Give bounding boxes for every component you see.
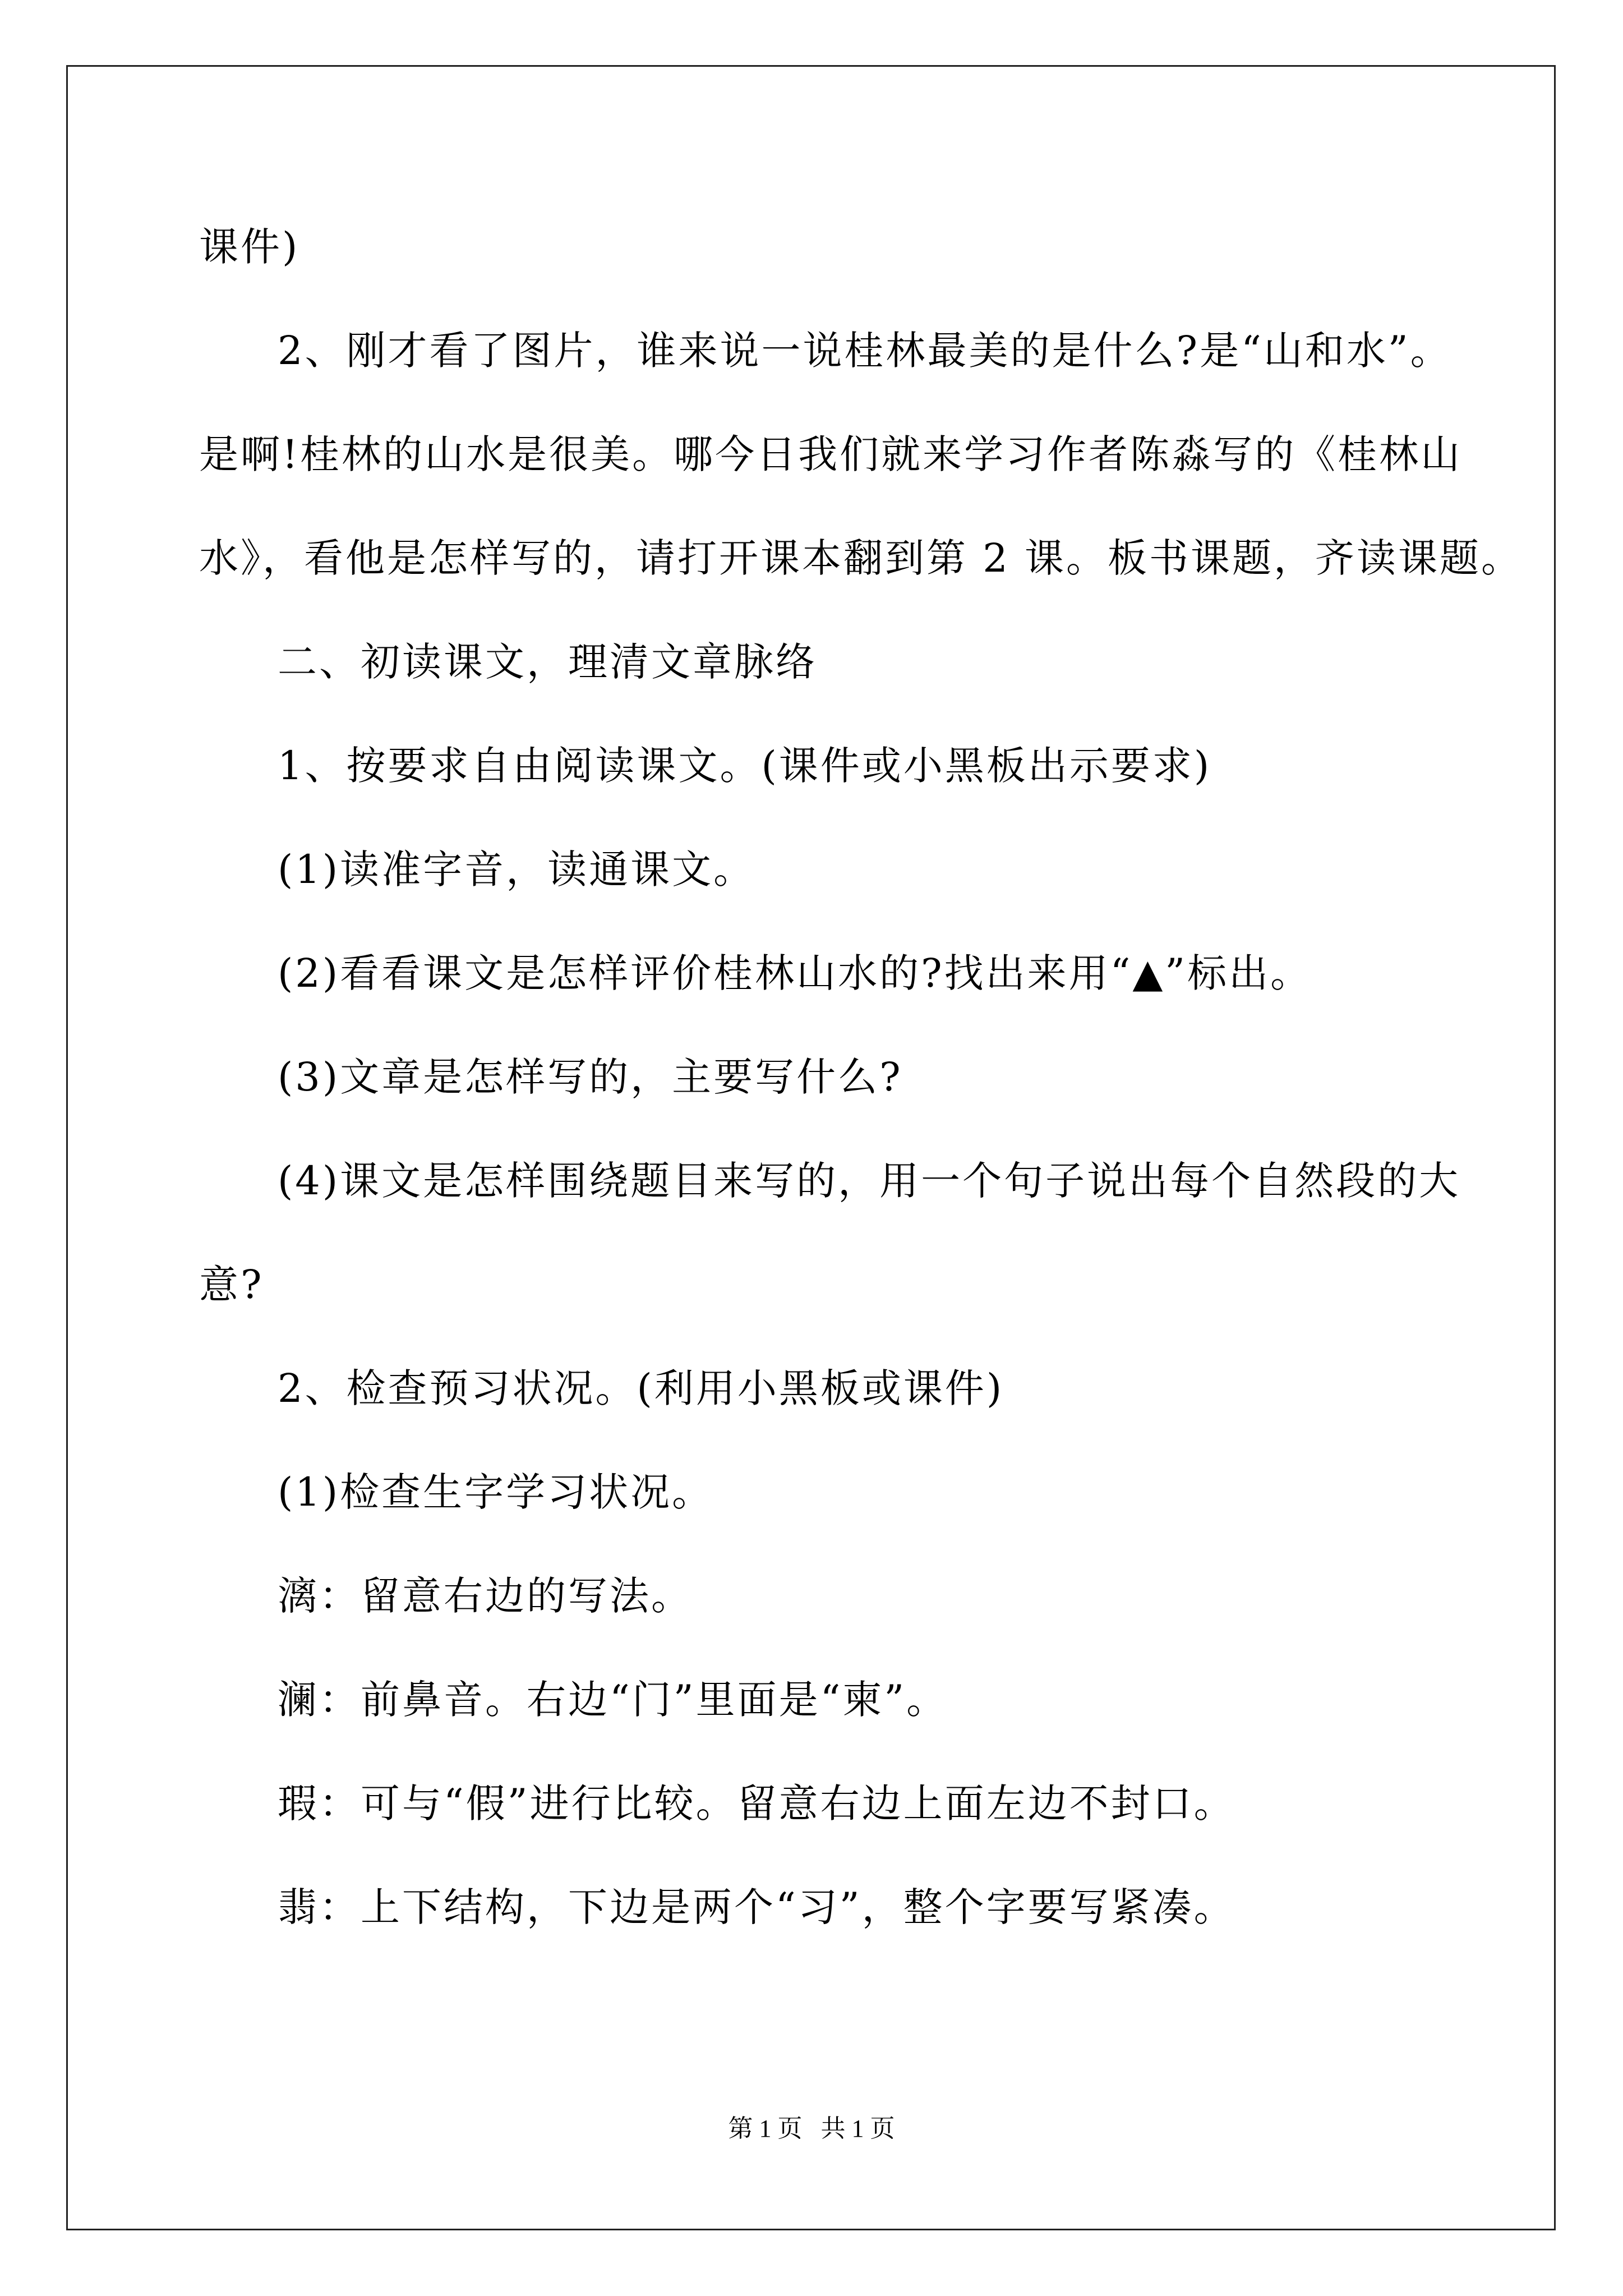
text-line: 水》，看他是怎样写的，请打开课本翻到第 2 课。板书课题，齐读课题。 xyxy=(199,535,1523,581)
text-line: 课件) xyxy=(199,224,300,270)
text-line: 漓：留意右边的写法。 xyxy=(278,1573,693,1619)
text-line: 2、检查预习状况。(利用小黑板或课件) xyxy=(278,1365,1004,1411)
text-line: (3)文章是怎样写的，主要写什么? xyxy=(278,1054,903,1100)
text-line: (2)看看课文是怎样评价桂林山水的?找出来用“▲”标出。 xyxy=(278,950,1312,996)
text-line: (1)检查生字学习状况。 xyxy=(278,1469,714,1515)
text-line: (4)课文是怎样围绕题目来写的，用一个句子说出每个自然段的大 xyxy=(278,1158,1461,1204)
text-line: 意? xyxy=(199,1262,264,1308)
text-line: 瑕：可与“假”进行比较。留意右边上面左边不封口。 xyxy=(278,1780,1235,1826)
text-line: 是啊!桂林的山水是很美。哪今日我们就来学习作者陈淼写的《桂林山 xyxy=(199,431,1463,477)
text-line: 1、按要求自由阅读课文。(课件或小黑板出示要求) xyxy=(278,743,1212,789)
text-line: 澜：前鼻音。右边“门”里面是“柬”。 xyxy=(278,1677,948,1723)
text-line: 2、刚才看了图片，谁来说一说桂林最美的是什么?是“山和水”。 xyxy=(278,328,1452,374)
text-line: (1)读准字音，读通课文。 xyxy=(278,846,755,892)
text-line: 翡：上下结构，下边是两个“习”，整个字要写紧凑。 xyxy=(278,1884,1235,1930)
section-heading: 二、初读课文，理清文章脉络 xyxy=(278,639,817,685)
page-number-footer: 第 1 页 共 1 页 xyxy=(728,2115,895,2142)
